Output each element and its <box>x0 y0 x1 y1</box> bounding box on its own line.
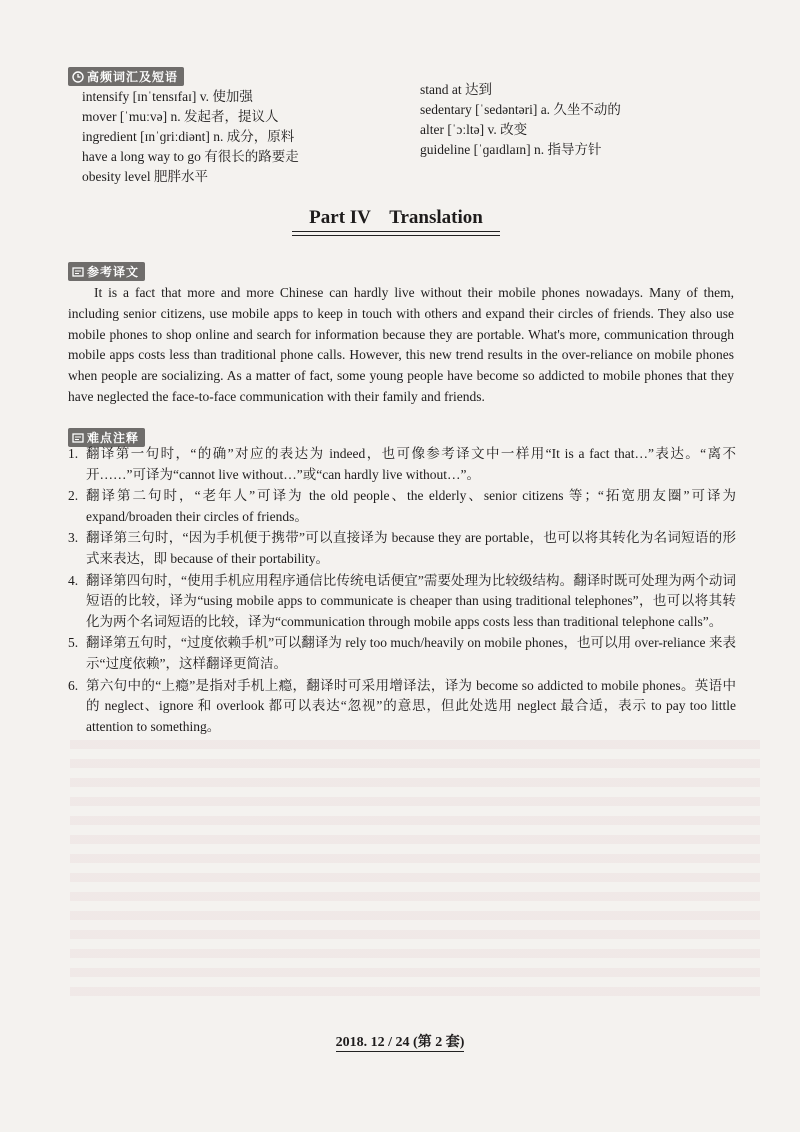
vocabulary-heading-tag <box>68 67 184 86</box>
bleed-through-texture <box>70 740 760 1000</box>
note-number: 1. <box>68 446 79 461</box>
note-number: 3. <box>68 530 79 546</box>
vocab-entry: ingredient [ɪnˈɡriːdiənt] n. 成分，原料 <box>82 129 295 144</box>
note-text: 翻译第三句时，“因为手机便于携带”可以直接译为 because they are portable，也可以将其转化为名词短语的形式来表达，即 because of their portability。 <box>86 530 736 566</box>
reference-heading-tag <box>68 262 145 281</box>
vocab-entry: guideline [ˈɡaɪdlaɪn] n. 指导方针 <box>420 142 602 157</box>
note-text: 第六句中的“上瘾”是指对手机上瘾，翻译时可采用增译法，译为 become so addicted to mobile phones。英语中的 neglect、ignore 和 overlook 都可以表达“忽视”的意思，但此处选用 neglect 最合适，表示 to pay too little attention to something。 <box>86 677 736 734</box>
pen-icon <box>72 266 84 278</box>
pen-icon <box>72 432 84 444</box>
note-text: 翻译第二句时，“老年人”可译为 the old people、the elderly、senior citizens 等；“拓宽朋友圈”可译为 expand/broaden their circles of friends。 <box>86 488 736 524</box>
notes-heading: 难点注释 <box>87 431 140 445</box>
note-text: 翻译第五句时，“过度依赖手机”可以翻译为 rely too much/heavily on mobile phones，也可以用 over-reliance 来表示“过度依赖”，这样翻译更简洁。 <box>86 635 736 671</box>
note-item <box>68 633 736 674</box>
vocab-entry: stand at 达到 <box>420 82 492 97</box>
note-number: 5. <box>68 635 79 651</box>
note-text: 翻译第一句时，“的确”对应的表达为 indeed，也可像参考译文中一样用“It is a fact that…”表达。“离不开……”可译为“cannot live without…”或“can hardly live without…”。 <box>86 446 736 482</box>
vocab-entry: alter [ˈɔːltə] v. 改变 <box>420 122 528 137</box>
note-item <box>68 486 736 527</box>
reference-heading: 参考译文 <box>87 265 140 279</box>
vocab-entry: obesity level 肥胖水平 <box>82 169 208 184</box>
part-title: Part IV Translation <box>292 207 500 232</box>
vocabulary-right-column <box>420 80 621 160</box>
note-item <box>68 571 736 633</box>
vocab-entry: intensify [ɪnˈtensɪfaɪ] v. 使加强 <box>82 89 253 104</box>
vocabulary-left-column <box>82 87 299 187</box>
vocab-entry: mover [ˈmuːvə] n. 发起者，提议人 <box>82 109 279 124</box>
notes-list <box>68 444 736 738</box>
note-text: 翻译第四句时，“使用手机应用程序通信比传统电话便宜”需要处理为比较级结构。翻译时既可处理为两个动词短语的比较，译为“using mobile apps to communicate is cheaper than using traditional telephones”，也可以将其转化为两个名词短语的比较，译为“communication through mobile apps costs less than traditional telephone calls”。 <box>86 572 736 629</box>
note-number: 6. <box>68 677 79 693</box>
note-number: 2. <box>68 488 79 504</box>
vocabulary-heading: 高频词汇及短语 <box>87 70 179 84</box>
vocab-entry: have a long way to go 有很长的路要走 <box>82 149 299 164</box>
vocab-entry: sedentary [ˈsedəntəri] a. 久坐不动的 <box>420 102 621 117</box>
note-item <box>68 444 736 485</box>
reference-translation: It is a fact that more and more Chinese can hardly live without their mobile phones nowadays. Many of them, including senior citizens, use mobile apps to keep in touch with others and expand their circles of friends. They also use mobile phones to shop online and search for information because they are portable. What's more, communication through mobile apps costs less than traditional phone calls. However, this new trend results in the over-reliance on mobile phones when people are socializing. As a matter of fact, some young people have become so addicted to mobile phones that they have neglected the face-to-face communication with their family and friends. <box>68 285 734 404</box>
clock-icon <box>72 71 84 83</box>
footer-text: 2018. 12 / 24 (第 2 套) <box>335 1035 465 1050</box>
page-footer <box>0 1031 800 1051</box>
note-item <box>68 676 736 738</box>
note-number: 4. <box>68 572 79 588</box>
note-item <box>68 528 736 569</box>
